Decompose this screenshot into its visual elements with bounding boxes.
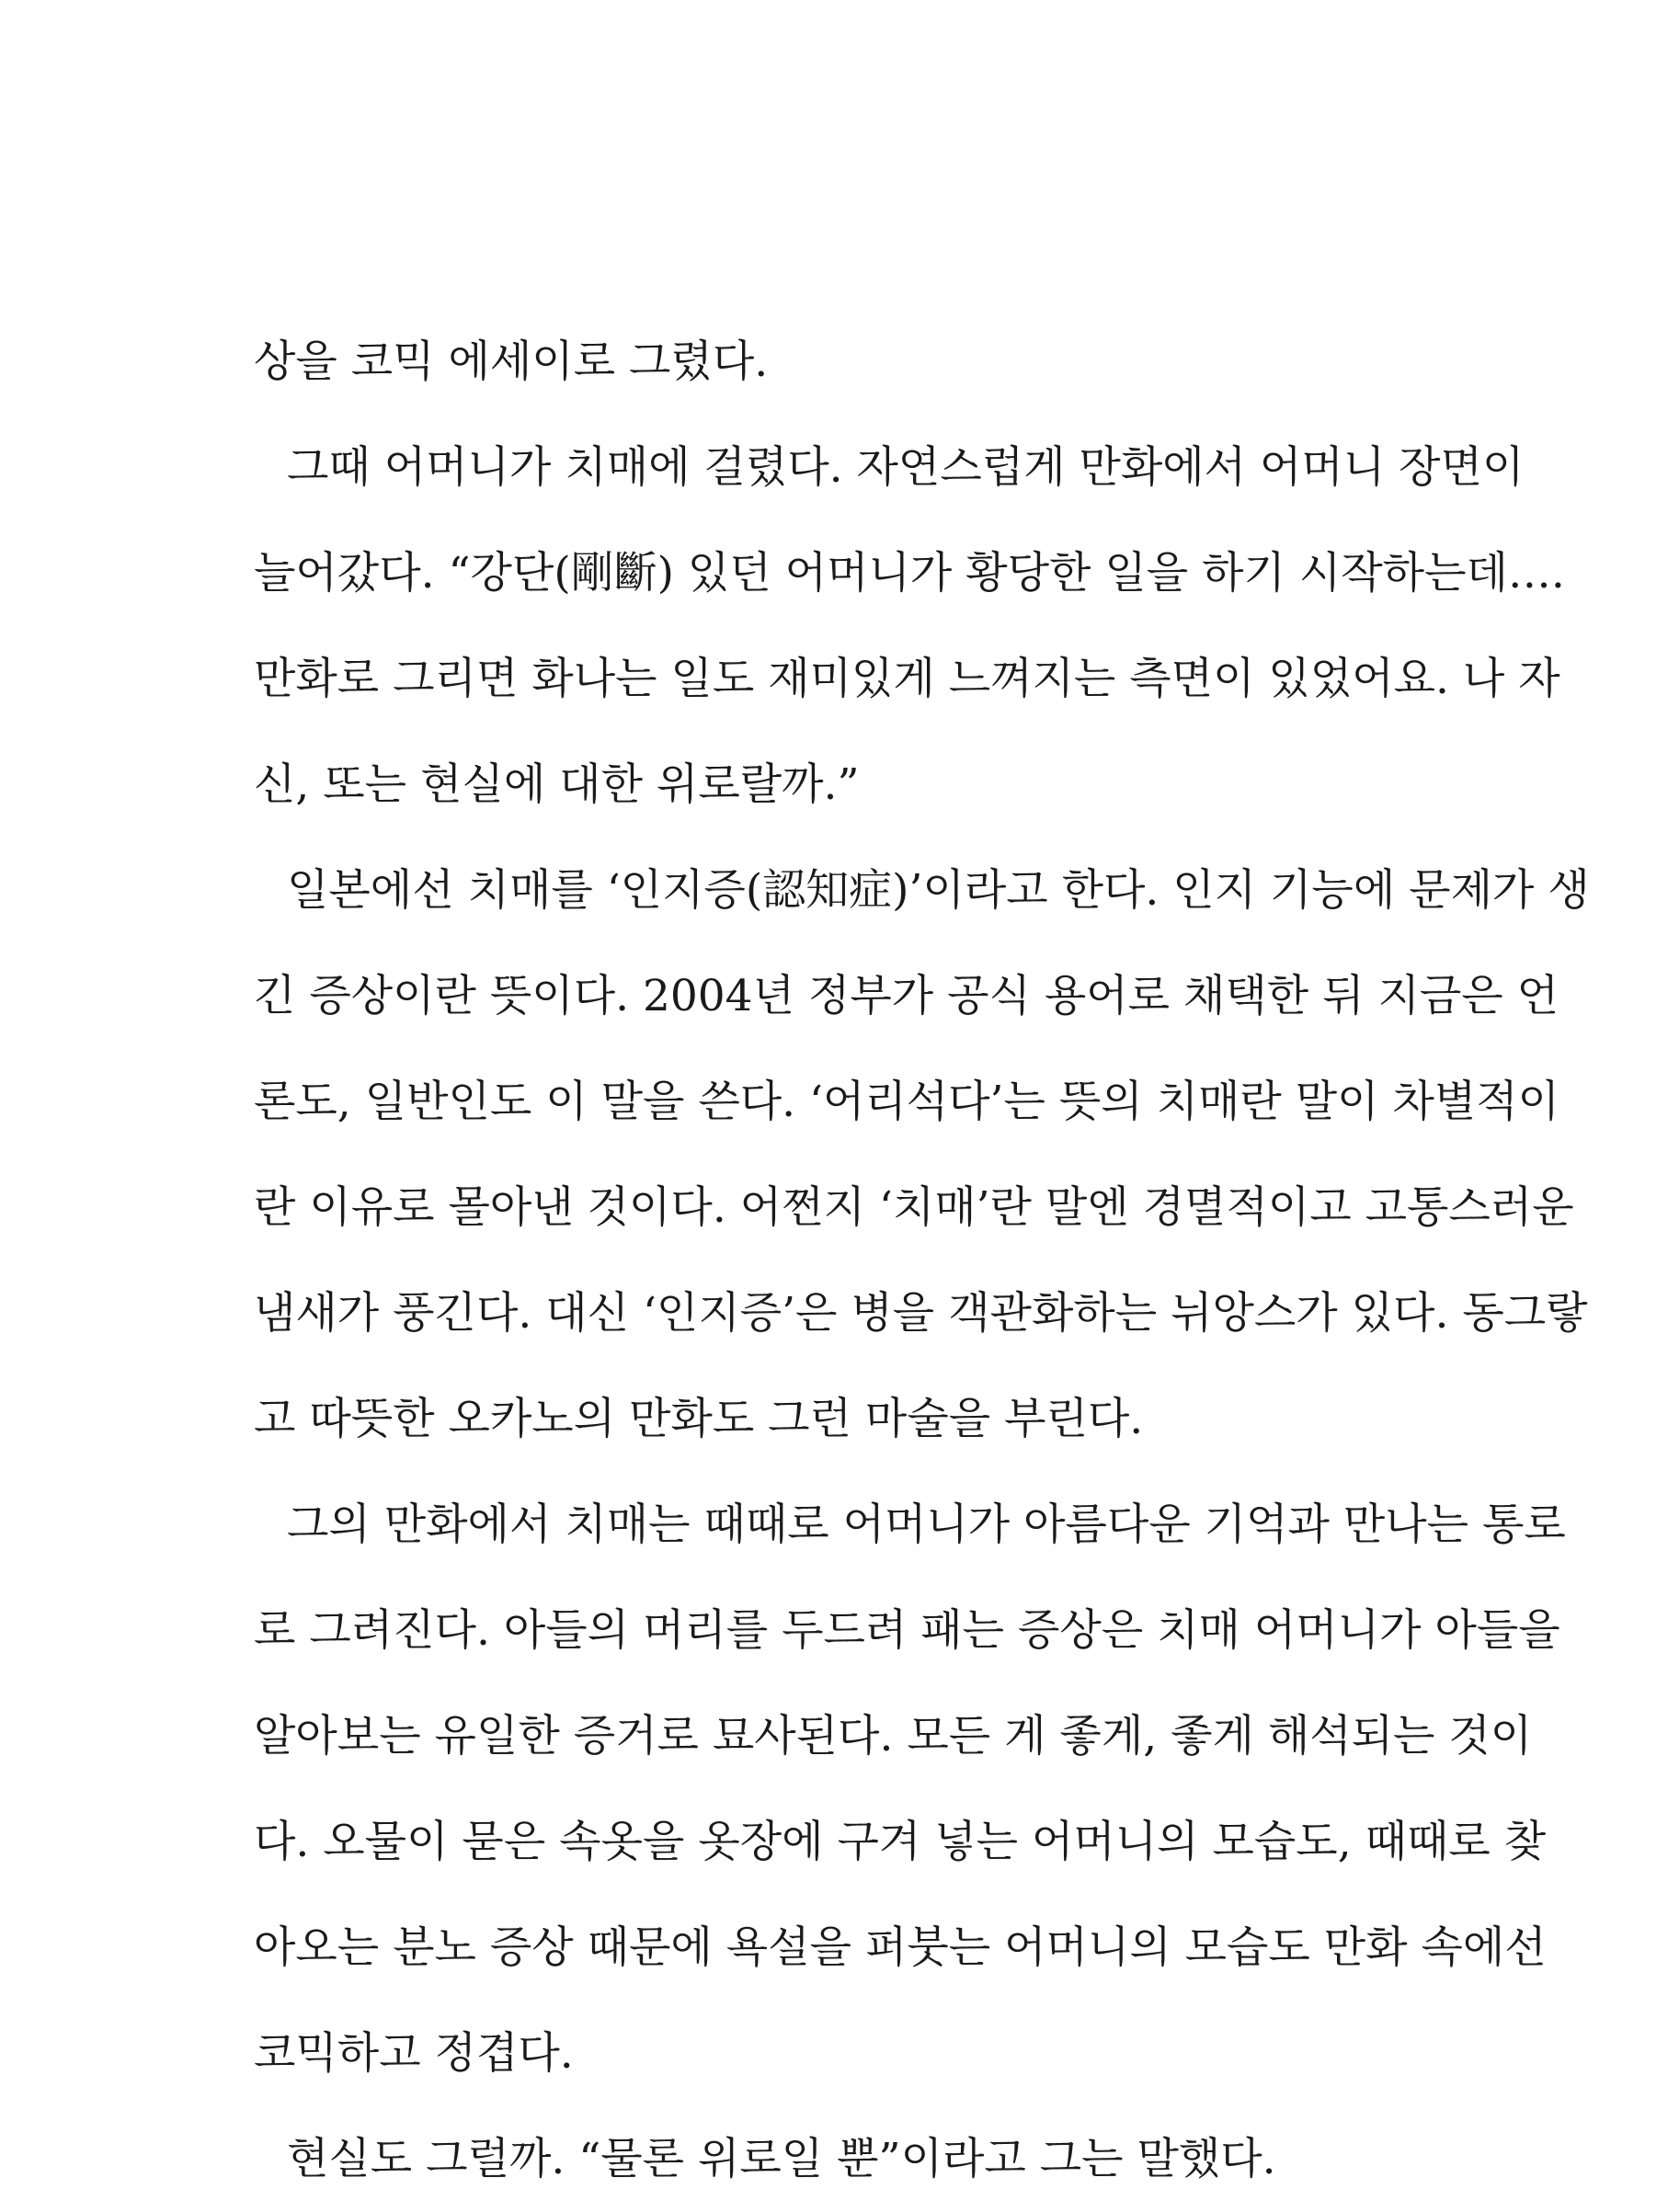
text-line: 로 그려진다. 아들의 머리를 두드려 패는 증상은 치매 어머니가 아들을	[254, 1605, 1560, 1656]
text-line: 긴 증상이란 뜻이다. 2004년 정부가 공식 용어로 채택한 뒤 지금은 언	[254, 971, 1559, 1021]
text-line: 란 이유로 몰아낸 것이다. 어쩐지 ‘치매’란 말엔 경멸적이고 고통스러운	[254, 1182, 1574, 1233]
text-line: 현실도 그럴까. “물론 위로일 뿐”이라고 그는 말했다.	[287, 2134, 1276, 2184]
text-line: 상을 코믹 에세이로 그렸다.	[254, 336, 769, 387]
text-line: 늘어갔다. “강단(剛斷) 있던 어머니가 황당한 일을 하기 시작하는데….	[254, 548, 1565, 599]
text-line: 고 따뜻한 오카노의 만화도 그런 마술을 부린다.	[254, 1394, 1144, 1444]
text-line: 그의 만화에서 치매는 때때로 어머니가 아름다운 기억과 만나는 통로	[287, 1499, 1566, 1550]
text-line: 냄새가 풍긴다. 대신 ‘인지증’은 병을 객관화하는 뉘앙스가 있다. 동그랗	[254, 1288, 1588, 1339]
text-line: 일본에선 치매를 ‘인지증(認知症)’이라고 한다. 인지 기능에 문제가 생	[287, 865, 1590, 916]
text-line: 만화로 그리면 화나는 일도 재미있게 느껴지는 측면이 있었어요. 나 자	[254, 654, 1560, 704]
text-line: 아오는 분노 증상 때문에 욕설을 퍼붓는 어머니의 모습도 만화 속에선	[254, 1922, 1547, 1973]
text-line: 신, 또는 현실에 대한 위로랄까.”	[254, 759, 860, 810]
text-line: 다. 오물이 묻은 속옷을 옷장에 구겨 넣는 어머니의 모습도, 때때로 찾	[254, 1817, 1547, 1867]
text-line: 론도, 일반인도 이 말을 쓴다. ‘어리석다’는 뜻의 치매란 말이 차별적이	[254, 1077, 1560, 1127]
body-text	[254, 309, 1590, 2212]
text-line: 알아보는 유일한 증거로 묘사된다. 모든 게 좋게, 좋게 해석되는 것이	[254, 1711, 1533, 1762]
text-line: 그때 어머니가 치매에 걸렸다. 자연스럽게 만화에서 어머니 장면이	[287, 442, 1525, 493]
text-line: 코믹하고 정겹다.	[254, 2028, 574, 2079]
